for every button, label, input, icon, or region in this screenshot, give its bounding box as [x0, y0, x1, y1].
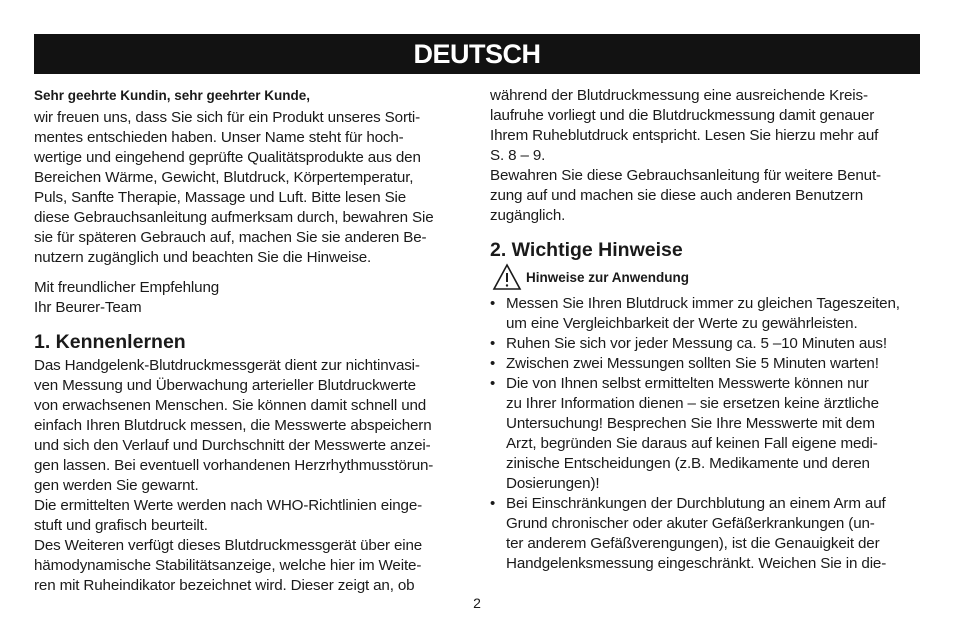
subheading-label: Hinweise zur Anwendung [526, 269, 690, 285]
text-line: zugänglich. [490, 207, 566, 224]
text-line: ren mit Ruheindikator bezeichnet wird. Dieser zeigt an, ob [34, 577, 415, 594]
section-heading-kennenlernen: 1. Kennenlernen [34, 331, 186, 353]
continued-paragraph [490, 86, 922, 226]
text-line: S. 8 – 9. [490, 147, 546, 164]
text-line: Bereichen Wärme, Gewicht, Blutdruck, Körpertemperatur, [34, 169, 414, 186]
text-line: Puls, Sanfte Therapie, Massage und Luft. Bitte lesen Sie [34, 189, 407, 206]
text-line: Handgelenksmessung eingeschränkt. Weichen Sie in die- [506, 555, 887, 572]
list-item [490, 334, 922, 354]
text-line: zung auf und machen sie diese auch anderen Benutzern [490, 187, 864, 204]
bullet-icon: • [490, 335, 496, 352]
text-line: Untersuchung! Besprechen Sie Ihre Messwerte mit dem [506, 415, 875, 432]
left-column [34, 86, 466, 596]
section-heading-wichtige-hinweise: 2. Wichtige Hinweise [490, 239, 683, 261]
text-line: Die von Ihnen selbst ermittelten Messwerte können nur [506, 375, 869, 392]
list-item [490, 294, 922, 334]
text-line: während der Blutdruckmessung eine ausreichende Kreis- [490, 87, 868, 104]
closing-line: Mit freundlicher Empfehlung [34, 279, 220, 296]
text-line: mentes entschieden haben. Unser Name steht für hoch- [34, 129, 404, 146]
text-line: Dosierungen)! [506, 475, 600, 492]
list-item [490, 494, 922, 574]
text-line: nutzern zugänglich und beachten Sie die Hinweise. [34, 249, 372, 266]
text-line: Bei Einschränkungen der Durchblutung an einem Arm auf [506, 495, 886, 512]
section-body-kennenlernen [34, 356, 466, 596]
closing [34, 278, 466, 318]
right-column [490, 86, 922, 574]
text-line: zinische Entscheidungen (z.B. Medikamente und deren [506, 455, 870, 472]
list-item [490, 374, 922, 494]
subheading-hinweise-anwendung [490, 264, 922, 290]
section-header-bar [34, 34, 920, 74]
text-line: diese Gebrauchsanleitung aufmerksam durch, bewahren Sie [34, 209, 434, 226]
bullet-icon: • [490, 295, 496, 312]
text-line: ven Messung und Überwachung arterieller Blutdruckwerte [34, 377, 416, 394]
text-line: Des Weiteren verfügt dieses Blutdruckmessgerät über eine [34, 537, 423, 554]
page-number: 2 [473, 595, 481, 611]
text-line: ter anderem Gefäßverengungen), ist die Genauigkeit der [506, 535, 880, 552]
text-line: hämodynamische Stabilitätsanzeige, welche hier im Weite- [34, 557, 422, 574]
text-line: einfach Ihren Blutdruck messen, die Messwerte abspeichern [34, 417, 432, 434]
text-line: zu Ihrer Information dienen – sie ersetzen keine ärztliche [506, 395, 879, 412]
text-line: laufruhe vorliegt und die Blutdruckmessung damit genauer [490, 107, 875, 124]
text-line: sie für späteren Gebrauch auf, machen Sie sie anderen Be- [34, 229, 427, 246]
text-line: Arzt, begründen Sie daraus auf keinen Fall eigene medi- [506, 435, 878, 452]
list-item [490, 354, 922, 374]
closing-line: Ihr Beurer-Team [34, 299, 142, 316]
bullet-icon: • [490, 355, 496, 372]
warning-triangle-icon [492, 263, 522, 291]
page-title: DEUTSCH [413, 38, 541, 69]
text-line: Grund chronischer oder akuter Gefäßerkrankungen (un- [506, 515, 875, 532]
text-line: und sich den Verlauf und Durchschnitt der Messwerte anzei- [34, 437, 431, 454]
text-line: gen werden Sie gewarnt. [34, 477, 199, 494]
text-line: Die ermittelten Werte werden nach WHO-Richtlinien einge- [34, 497, 423, 514]
text-line: Zwischen zwei Messungen sollten Sie 5 Minuten warten! [506, 355, 879, 372]
text-line: Ihrem Ruheblutdruck entspricht. Lesen Sie hierzu mehr auf [490, 127, 879, 144]
text-line: Ruhen Sie sich vor jeder Messung ca. 5 –10 Minuten aus! [506, 335, 887, 352]
text-line: Das Handgelenk-Blutdruckmessgerät dient zur nichtinvasi- [34, 357, 420, 374]
text-line: Messen Sie Ihren Blutdruck immer zu gleichen Tageszeiten, [506, 295, 900, 312]
text-line: stuft und grafisch beurteilt. [34, 517, 208, 534]
text-line: von erwachsenen Menschen. Sie können damit schnell und [34, 397, 427, 414]
text-line: um eine Vergleichbarkeit der Werte zu gewährleisten. [506, 315, 858, 332]
bullet-icon: • [490, 375, 496, 392]
hinweise-list [490, 294, 922, 574]
text-line: gen lassen. Bei eventuell vorhandenen Herzrhythmusstörun- [34, 457, 434, 474]
text-line: wertige und eingehend geprüfte Qualitätsprodukte aus den [34, 149, 421, 166]
text-line: Bewahren Sie diese Gebrauchsanleitung für weitere Benut- [490, 167, 881, 184]
text-line: wir freuen uns, dass Sie sich für ein Produkt unseres Sorti- [34, 109, 421, 126]
intro-paragraph [34, 108, 466, 268]
bullet-icon: • [490, 495, 496, 512]
salutation: Sehr geehrte Kundin, sehr geehrter Kunde, [34, 88, 311, 103]
